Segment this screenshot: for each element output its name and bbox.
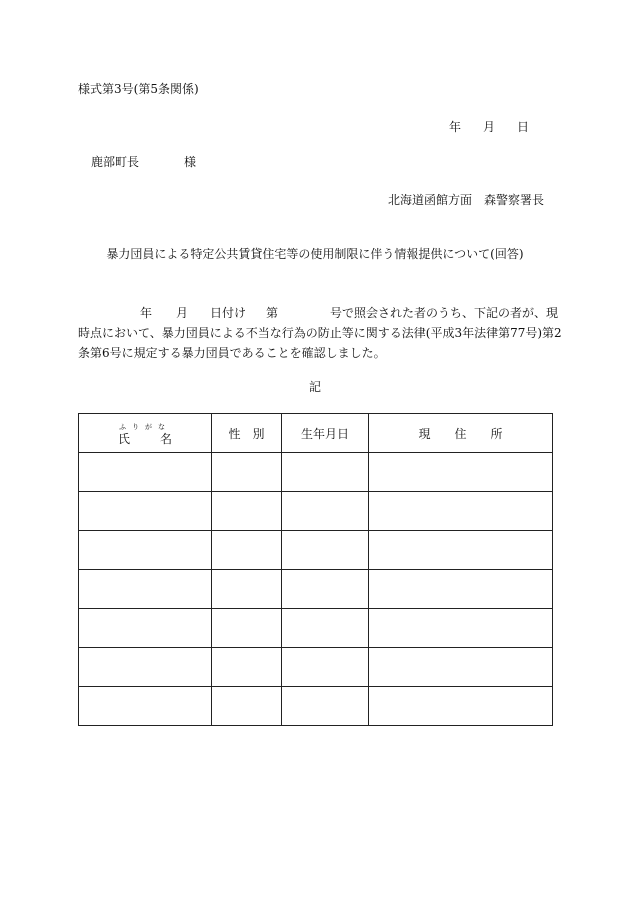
- body-line-1-year: 年: [140, 306, 153, 320]
- sender: 北海道函館方面 森警察署長: [388, 193, 545, 207]
- table-row: [79, 687, 553, 726]
- cell-address[interactable]: [369, 453, 553, 492]
- table-header-row: [79, 414, 553, 453]
- cell-birthdate[interactable]: [282, 492, 369, 531]
- header-name-label: 氏名: [117, 431, 202, 446]
- date-year-label: 年: [449, 120, 462, 134]
- cell-address[interactable]: [369, 687, 553, 726]
- cell-address[interactable]: [369, 492, 553, 531]
- header-name: [79, 414, 212, 453]
- ki-mark: 記: [308, 380, 321, 394]
- cell-address[interactable]: [369, 609, 553, 648]
- header-birthdate: 生年月日: [282, 414, 369, 453]
- table-row: [79, 648, 553, 687]
- honorific: 様: [184, 155, 197, 169]
- header-gender: 性 別: [212, 414, 282, 453]
- body-line-1-month: 月: [176, 306, 189, 320]
- cell-address[interactable]: [369, 531, 553, 570]
- date-day-label: 日: [517, 120, 530, 134]
- recipient: 鹿部町長: [91, 155, 140, 169]
- body-line-3: 条第6号に規定する暴力団員であることを確認しました。: [78, 346, 386, 360]
- cell-birthdate[interactable]: [282, 570, 369, 609]
- body-line-2: 時点において、暴力団員による不当な行為の防止等に関する法律(平成3年法律第77号)第2: [78, 326, 562, 340]
- cell-birthdate[interactable]: [282, 609, 369, 648]
- form-number: 様式第3号(第5条関係): [78, 82, 199, 96]
- cell-birthdate[interactable]: [282, 687, 369, 726]
- date-month-label: 月: [483, 120, 496, 134]
- table-row: [79, 453, 553, 492]
- cell-birthdate[interactable]: [282, 453, 369, 492]
- table-row: [79, 609, 553, 648]
- body-line-1-day: 日付け: [210, 306, 247, 320]
- cell-address[interactable]: [369, 570, 553, 609]
- cell-name[interactable]: [79, 492, 212, 531]
- table-row: [79, 531, 553, 570]
- body-line-1-number-prefix: 第: [266, 306, 279, 320]
- cell-gender[interactable]: [212, 453, 282, 492]
- table-row: [79, 492, 553, 531]
- cell-name[interactable]: [79, 648, 212, 687]
- cell-gender[interactable]: [212, 492, 282, 531]
- cell-birthdate[interactable]: [282, 648, 369, 687]
- record-table: [78, 413, 553, 726]
- cell-name[interactable]: [79, 570, 212, 609]
- cell-gender[interactable]: [212, 687, 282, 726]
- table-row: [79, 570, 553, 609]
- cell-name[interactable]: [79, 531, 212, 570]
- cell-name[interactable]: [79, 609, 212, 648]
- header-address: 現 住 所: [369, 414, 553, 453]
- cell-gender[interactable]: [212, 609, 282, 648]
- cell-name[interactable]: [79, 687, 212, 726]
- document-title: 暴力団員による特定公共賃貸住宅等の使用制限に伴う情報提供について(回答): [106, 247, 524, 261]
- cell-address[interactable]: [369, 648, 553, 687]
- cell-gender[interactable]: [212, 648, 282, 687]
- cell-gender[interactable]: [212, 570, 282, 609]
- cell-gender[interactable]: [212, 531, 282, 570]
- body-line-1-text: 号で照会された者のうち、下記の者が、現: [330, 306, 559, 320]
- cell-name[interactable]: [79, 453, 212, 492]
- cell-birthdate[interactable]: [282, 531, 369, 570]
- header-name-ruby: ふりがな: [119, 422, 171, 431]
